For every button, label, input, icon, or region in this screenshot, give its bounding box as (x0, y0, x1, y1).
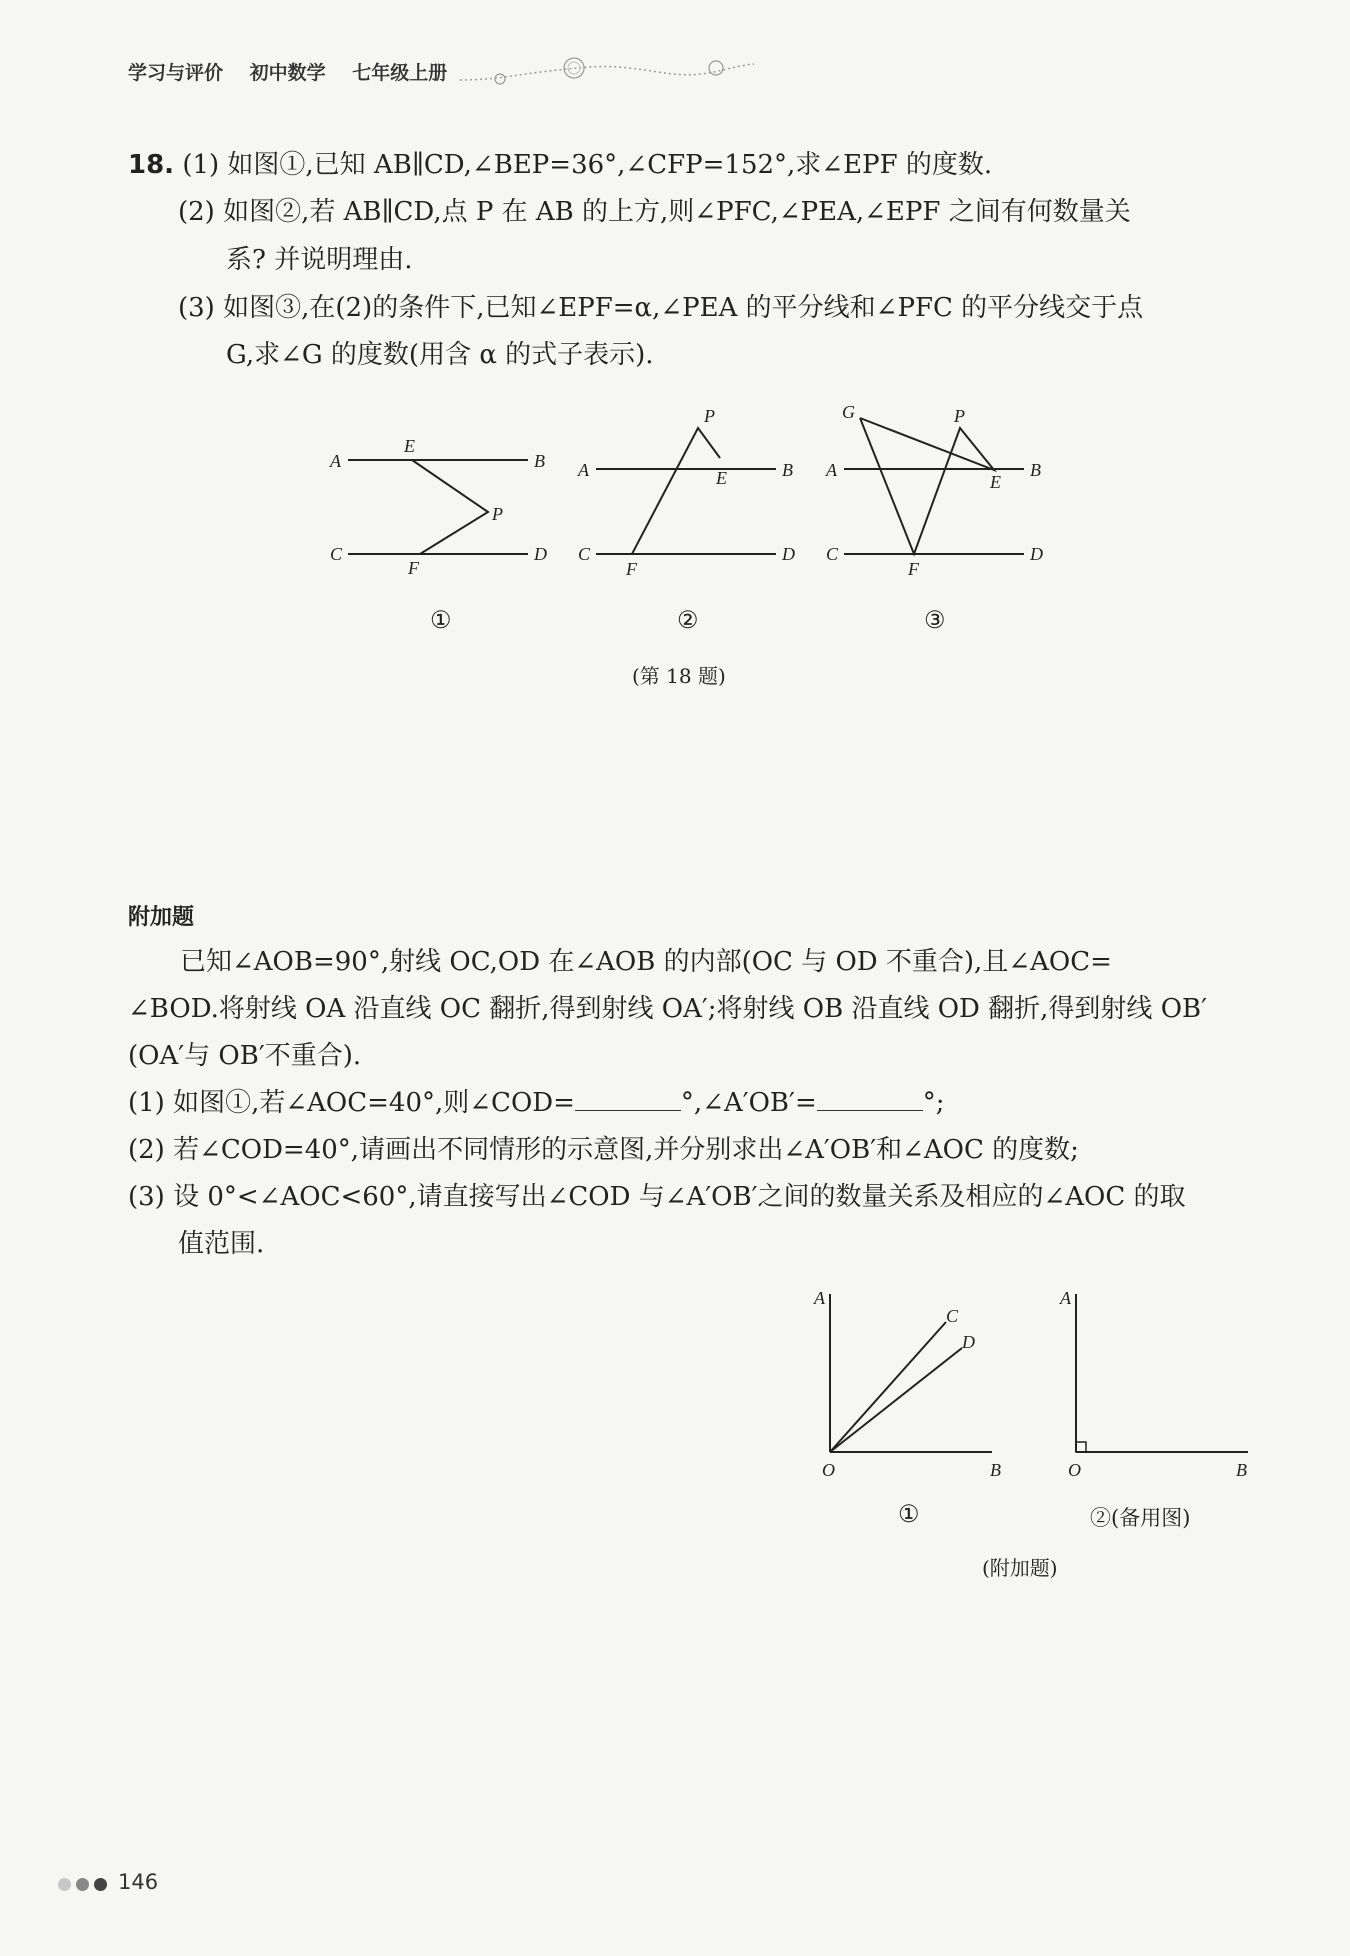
fig3-label-P: P (954, 406, 965, 426)
q18-figure-1 (329, 436, 547, 578)
fig1-label-F: F (408, 558, 419, 578)
fig1-label-D: D (534, 544, 547, 564)
extra-stem-line2: ∠BOD.将射线 OA 沿直线 OC 翻折,得到射线 OA′;将射线 OB 沿直线 OD 翻折,得到射线 OB′ (128, 994, 1208, 1024)
running-header (128, 58, 467, 85)
q18-caption: (第 18 题) (632, 664, 726, 688)
extra-fig1-label-B: B (990, 1460, 1001, 1480)
fig3-label-D: D (1030, 544, 1043, 564)
answer-blank-aob[interactable] (817, 1088, 923, 1111)
fig2-label-C: C (578, 544, 591, 564)
fig2-label-A: A (578, 460, 589, 480)
extra-q3-line1: (3) 设 0°<∠AOC<60°,请直接写出∠COD 与∠A′OB′之间的数量关系及相应的∠AOC 的取 (128, 1182, 1186, 1212)
extra-fig1-label-A: A (814, 1288, 825, 1308)
extra-fig2-label-O: O (1068, 1460, 1081, 1480)
footer-dot-dark (94, 1878, 107, 1891)
fig1-label-P: P (492, 504, 503, 524)
fig2-label-F: F (626, 559, 637, 579)
extra-section-title: 附加题 (128, 905, 195, 930)
header-book: 学习与评价 (128, 62, 224, 84)
q18-part1-text: (1) 如图①,已知 AB∥CD,∠BEP=36°,∠CFP=152°,求∠EPF 的度数. (182, 150, 993, 180)
q18-part1 (128, 150, 992, 181)
q18-fig2-number: ② (677, 606, 699, 634)
extra-figures (800, 1280, 1260, 1480)
q18-figure-2 (577, 406, 795, 579)
extra-figure-1 (813, 1288, 1001, 1480)
fig2-label-D: D (782, 544, 795, 564)
fig3-label-C: C (826, 544, 839, 564)
fig2-label-E: E (716, 468, 727, 488)
footer-dots (58, 1876, 112, 1895)
extra-figure-2 (1059, 1288, 1248, 1480)
q18-fig1-number: ① (430, 606, 452, 634)
extra-fig1-label-C: C (946, 1306, 959, 1326)
extra-q1-prefix: (1) 如图①,若∠AOC=40°,则∠COD= (128, 1088, 575, 1118)
fig3-label-A: A (826, 460, 837, 480)
fig1-label-E: E (404, 436, 415, 456)
fig1-label-B: B (534, 451, 545, 471)
q18-part2-line1: (2) 如图②,若 AB∥CD,点 P 在 AB 的上方,则∠PFC,∠PEA,∠EPF 之间有何数量关 (178, 197, 1131, 227)
q18-number: 18. (128, 150, 175, 180)
fig3-label-B: B (1030, 460, 1041, 480)
q18-part3-line2: G,求∠G 的度数(用含 α 的式子表示). (226, 340, 654, 370)
extra-q1-middle: °,∠A′OB′= (680, 1088, 817, 1118)
extra-fig2-label-B: B (1236, 1460, 1247, 1480)
extra-caption: (附加题) (982, 1556, 1058, 1580)
q18-fig3-number: ③ (924, 606, 946, 634)
extra-q3-line2: 值范围. (178, 1229, 265, 1259)
header-grade: 七年级上册 (352, 62, 448, 84)
header-subject: 初中数学 (249, 62, 326, 84)
fig1-label-C: C (330, 544, 343, 564)
extra-q1 (128, 1088, 945, 1119)
right-angle-mark (1076, 1442, 1086, 1452)
extra-stem-line1: 已知∠AOB=90°,射线 OC,OD 在∠AOB 的内部(OC 与 OD 不重合),且∠AOC= (180, 947, 1112, 977)
answer-blank-cod[interactable] (575, 1088, 681, 1111)
extra-stem-line3: (OA′与 OB′不重合). (128, 1041, 362, 1071)
header-decoration (458, 52, 758, 88)
q18-part3-line1: (3) 如图③,在(2)的条件下,已知∠EPF=α,∠PEA 的平分线和∠PFC 的平分线交于点 (178, 293, 1144, 323)
fig2-label-B: B (782, 460, 793, 480)
extra-q1-suffix: °; (922, 1088, 945, 1118)
footer-dot-mid (76, 1878, 89, 1891)
fig3-label-G: G (842, 402, 855, 422)
extra-fig1-label-O: O (822, 1460, 835, 1480)
fig2-label-P: P (704, 406, 715, 426)
extra-fig2-label-A: A (1060, 1288, 1071, 1308)
q18-figure-3 (825, 402, 1043, 579)
extra-fig2-number: ②(备用图) (1090, 1506, 1191, 1530)
extra-q2: (2) 若∠COD=40°,请画出不同情形的示意图,并分别求出∠A′OB′和∠AOC 的度数; (128, 1135, 1079, 1165)
fig3-label-F: F (908, 559, 919, 579)
fig3-label-E: E (990, 472, 1001, 492)
q18-part2-line2: 系? 并说明理由. (226, 245, 413, 275)
extra-fig1-number: ① (898, 1500, 920, 1528)
fig1-label-A: A (330, 451, 341, 471)
extra-fig1-label-D: D (962, 1332, 975, 1352)
q18-figures (320, 400, 1080, 590)
footer-dot-light (58, 1878, 71, 1891)
page-number: 146 (118, 1870, 159, 1894)
